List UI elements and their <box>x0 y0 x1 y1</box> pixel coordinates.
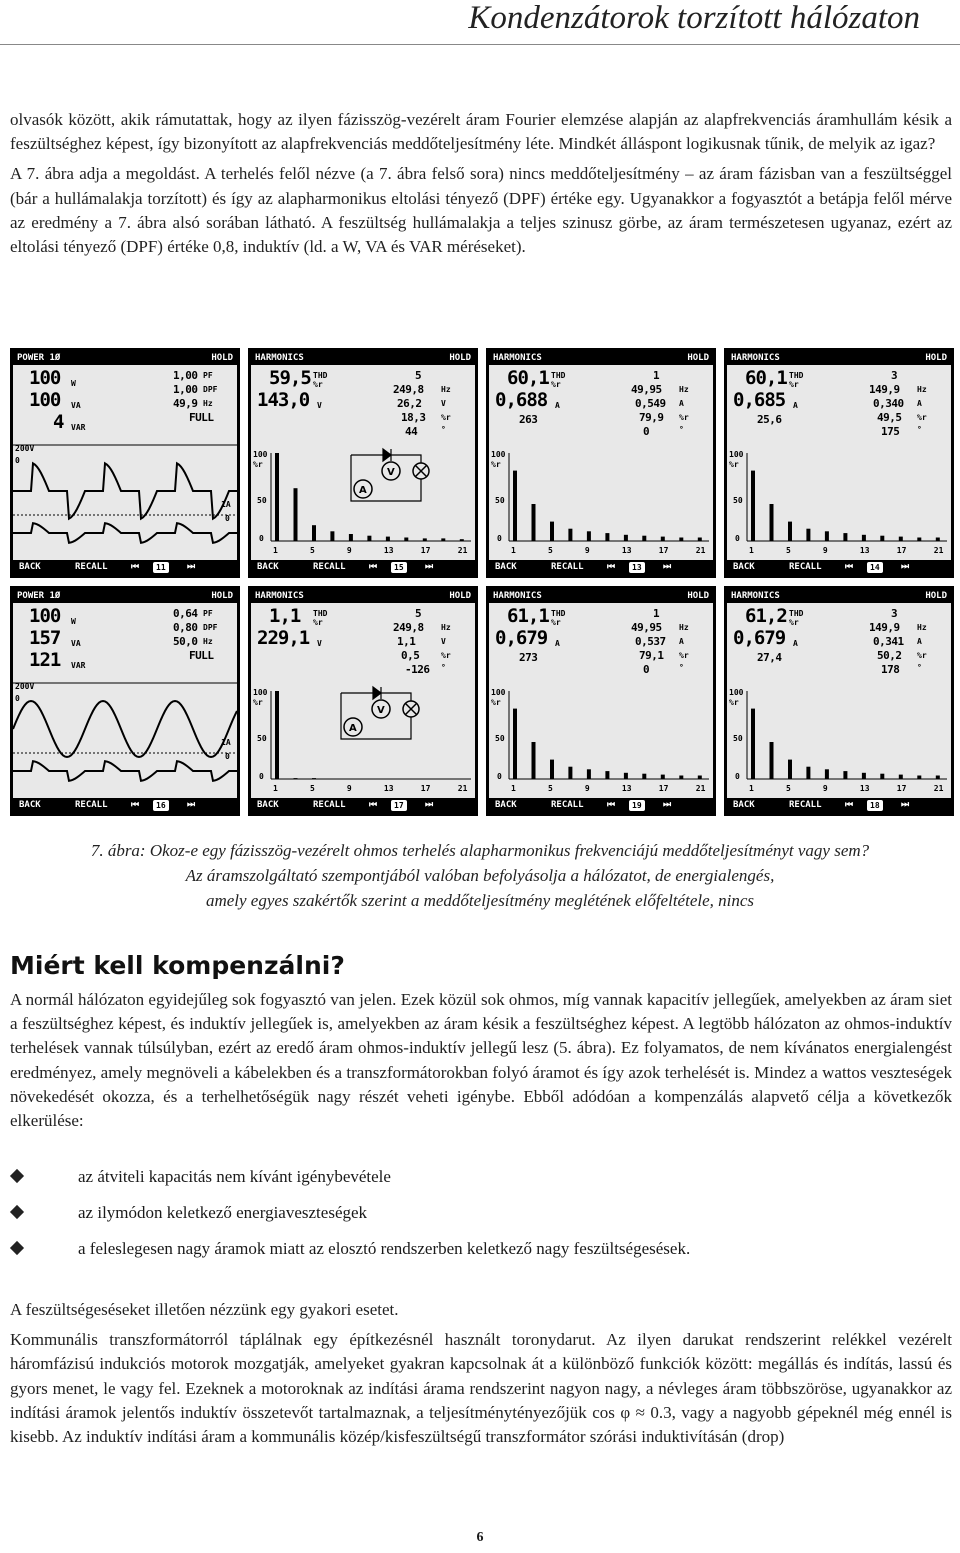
meter-screens-figure <box>10 348 955 818</box>
hold-indicator: HOLD <box>211 591 233 601</box>
y-tick-0: 0 <box>497 534 502 543</box>
harmonic-bar <box>698 538 702 542</box>
x-tick-label: 5 <box>548 784 553 793</box>
harmonic-bar <box>330 531 334 541</box>
recall-softkey[interactable]: RECALL <box>75 562 108 572</box>
harmonic-bar <box>423 538 427 541</box>
reading-rms: 0,679 <box>733 627 786 649</box>
screen-top-bar: HARMONICS HOLD <box>727 589 951 603</box>
screen-number: 18 <box>867 800 883 811</box>
reading-rms: 0,679 <box>495 627 548 649</box>
zero-label: 0 <box>15 694 20 703</box>
x-tick-label: 17 <box>420 784 431 793</box>
x-tick-label: 21 <box>933 546 944 555</box>
harmonic-bar <box>788 760 792 779</box>
recall-softkey[interactable]: RECALL <box>313 562 346 572</box>
harmonic-bar <box>587 531 591 541</box>
caption-line-2: Az áramszolgáltató szempontjából valóban befolyásolja a hálózatot, de energialengés, <box>185 866 775 885</box>
x-tick-label: 21 <box>933 784 944 793</box>
y-tick-100: 100 <box>729 450 744 459</box>
current-waveform <box>13 761 237 781</box>
harmonic-bar <box>568 767 572 779</box>
harmonic-bar <box>880 536 884 541</box>
screen-bottom-bar <box>13 560 237 575</box>
screen-bottom-bar <box>13 798 237 813</box>
scale-top-label: 200V <box>15 682 35 691</box>
x-tick-label: 9 <box>584 546 590 555</box>
bullet-list <box>10 1167 950 1275</box>
x-tick-label: 13 <box>383 546 394 555</box>
reading-thd: 61,2 <box>745 605 787 627</box>
recall-softkey[interactable]: RECALL <box>551 800 584 810</box>
x-tick-label: 9 <box>346 546 352 555</box>
screen-top-bar: HARMONICS HOLD <box>251 589 475 603</box>
screen-readings: 61,2 THD %r 0,679 A 27,4 3 149,9 Hz 0,341 A 50,2 %r 178 ° <box>733 605 927 676</box>
harmonic-bar <box>294 488 298 541</box>
screen-bottom-bar <box>727 560 951 575</box>
x-tick-label: 21 <box>457 784 468 793</box>
meter-screen <box>486 586 716 816</box>
intro-text <box>10 108 952 259</box>
harmonic-bar <box>605 533 609 541</box>
bullet-item: az ilymódon keletkező energiaveszteségek <box>10 1203 950 1239</box>
intro-paragraph-1: olvasók között, akik rámutattak, hogy az ilyen fázisszög-vezérelt áram Fourier elemzése alapján az alapfrekvenciás áramhullám késik a feszültséghez képest, így bizonyított az alapfrekvenciás meddőteljesítmény léte. Mindkét álláspont logikusnak tűnik, de melyik az igaz? <box>10 110 952 154</box>
reading-thd: 61,1 <box>507 605 549 627</box>
screen-number: 14 <box>867 562 883 573</box>
screen-readings: 100 W 157 VA 121 VAR 0,64 PF 0,80 DPF 50,0 Hz FULL <box>29 605 218 671</box>
recall-softkey[interactable]: RECALL <box>789 562 822 572</box>
reading-watts: 100 <box>29 367 61 389</box>
screen-number: 15 <box>391 562 407 573</box>
screen-number: 13 <box>629 562 645 573</box>
x-tick-label: 1 <box>273 784 278 793</box>
x-tick-label: 13 <box>859 784 870 793</box>
y-unit-label: %r <box>491 460 501 469</box>
bullet-item: a feleslegesen nagy áramok miatt az elosztó rendszerben keletkező nagy feszültségesések. <box>10 1239 950 1275</box>
section-text-2 <box>10 1298 952 1449</box>
first-page-icon[interactable]: ⏮ <box>845 800 854 810</box>
reading-rms: 0,688 <box>495 389 548 411</box>
x-tick-label: 13 <box>621 784 632 793</box>
x-tick-label: 17 <box>896 546 907 555</box>
harmonic-bar <box>367 536 371 541</box>
scale-top-label: 200V <box>15 444 35 453</box>
section-paragraph-3: Kommunális transzformátorról táplálnak egy építkezésnél használt toronydarut. Az ilyen darukat rendszerint relékkel vezérelt háromfázisú indukciós motorok mozgatják, amelyeket gyakran kapcsolnak át a különböző funkciók között: megállás és indítás, lassú és gyors menet, le vagy fel. Ezeknek a motoroknak az indítási árama rendszerint nagyon nagy, a névleges áram többszöröse, ugyanakkor az indítási áramok jelentős induktív összetevőt tartalmaznak, a teljesítménytényezőjük cos φ ≈ 0.3, vagy a nagyobb gépeknél még ennél is kisebb. Az induktív indítási áram a kommunális közép/kisfeszültségű transzformátor szórási induktivításán (drop) <box>10 1330 952 1447</box>
last-page-icon[interactable]: ⏭ <box>187 562 196 572</box>
y-tick-50: 50 <box>495 734 505 743</box>
screen-bottom-bar <box>251 560 475 575</box>
y-tick-100: 100 <box>729 688 744 697</box>
harmonic-bar <box>899 537 903 541</box>
harmonic-bar <box>825 769 829 779</box>
ammeter-label: A <box>349 723 357 734</box>
harmonic-bar <box>532 504 536 541</box>
y-tick-0: 0 <box>259 534 264 543</box>
y-tick-0: 0 <box>735 534 740 543</box>
x-tick-label: 21 <box>695 784 706 793</box>
x-tick-label: 17 <box>896 784 907 793</box>
zero-label-2: 0 <box>225 752 230 761</box>
screen-bottom-bar <box>727 798 951 813</box>
harmonic-bar <box>513 471 517 541</box>
meter-screen <box>248 586 478 816</box>
harmonic-bar <box>312 525 316 541</box>
lamp-cross <box>405 703 417 715</box>
y-tick-100: 100 <box>253 450 268 459</box>
harmonic-bar <box>513 709 517 779</box>
reading-var: 121 <box>29 649 61 671</box>
screen-readings: 60,1 THD %r 0,685 A 25,6 3 149,9 Hz 0,340 A 49,5 %r 175 ° <box>733 367 927 438</box>
meter-screen <box>10 348 240 578</box>
section-paragraph-2: A feszültségeséseket illetően nézzünk egy gyakori esetet. <box>10 1300 399 1319</box>
harmonic-bar <box>349 534 353 541</box>
screen-bottom-bar <box>251 798 475 813</box>
harmonic-bar <box>917 776 921 780</box>
y-tick-50: 50 <box>495 496 505 505</box>
x-tick-label: 21 <box>695 546 706 555</box>
hold-indicator: HOLD <box>211 353 233 363</box>
hold-indicator: HOLD <box>449 591 471 601</box>
section-heading: Miért kell kompenzálni? <box>10 951 345 980</box>
zero-label-2: 0 <box>225 514 230 523</box>
screen-top-bar: HARMONICS HOLD <box>489 351 713 365</box>
thyristor-icon <box>383 449 391 461</box>
screen-graph <box>251 441 475 559</box>
harmonic-bar <box>936 538 940 542</box>
figure-caption <box>0 838 960 913</box>
first-page-icon[interactable]: ⏮ <box>607 562 616 572</box>
hold-indicator: HOLD <box>449 353 471 363</box>
screen-top-bar: HARMONICS HOLD <box>489 589 713 603</box>
y-tick-50: 50 <box>733 496 743 505</box>
harmonic-bar <box>587 769 591 779</box>
reading-thd: 59,5 <box>269 367 311 389</box>
y-tick-50: 50 <box>257 734 267 743</box>
screen-number: 11 <box>153 562 169 573</box>
harmonic-bar <box>788 522 792 541</box>
screen-top-bar: HARMONICS HOLD <box>727 351 951 365</box>
reading-thd: 1,1 <box>269 605 301 627</box>
harmonic-bar <box>679 538 683 542</box>
last-page-icon[interactable]: ⏭ <box>663 562 672 572</box>
x-tick-label: 9 <box>822 546 828 555</box>
screen-number: 17 <box>391 800 407 811</box>
back-softkey[interactable]: BACK <box>19 800 41 810</box>
y-tick-100: 100 <box>253 688 268 697</box>
screen-readings: 60,1 THD %r 0,688 A 263 1 49,95 Hz 0,549 A 79,9 %r 0 ° <box>495 367 689 438</box>
voltage-waveform <box>13 701 237 757</box>
screen-graph <box>13 441 237 559</box>
y-tick-0: 0 <box>259 772 264 781</box>
y-tick-50: 50 <box>257 496 267 505</box>
bullet-diamond-icon <box>10 1169 24 1183</box>
reading-rms: 143,0 <box>257 389 310 411</box>
bullet-item: az átviteli kapacitás nem kívánt igénybevétele <box>10 1167 950 1203</box>
harmonic-bar <box>624 535 628 541</box>
x-tick-label: 5 <box>310 546 315 555</box>
harmonic-bar <box>312 778 316 779</box>
y-unit-label: %r <box>253 460 263 469</box>
voltage-waveform <box>13 463 237 518</box>
harmonic-bar <box>404 538 408 542</box>
recall-softkey[interactable]: RECALL <box>789 800 822 810</box>
harmonic-bar <box>642 774 646 779</box>
reading-thd: 60,1 <box>745 367 787 389</box>
reading-watts: 100 <box>29 605 61 627</box>
hold-indicator: HOLD <box>687 591 709 601</box>
screen-number: 16 <box>153 800 169 811</box>
last-page-icon[interactable]: ⏭ <box>663 800 672 810</box>
x-tick-label: 1 <box>511 784 516 793</box>
harmonic-bar <box>679 776 683 780</box>
screen-readings: 1,1 THD %r 229,1 V 5 249,8 Hz 1,1 V 0,5 %r -126 ° <box>257 605 451 676</box>
last-page-icon[interactable]: ⏭ <box>425 800 434 810</box>
x-tick-label: 5 <box>786 784 791 793</box>
scale-mid-label: 1A <box>221 500 231 509</box>
screen-readings: 100 W 100 VA 4 VAR 1,00 PF 1,00 DPF 49,9 Hz FULL <box>29 367 218 433</box>
y-unit-label: %r <box>491 698 501 707</box>
last-page-icon[interactable]: ⏭ <box>187 800 196 810</box>
header-rule <box>0 44 960 45</box>
meter-screen <box>724 348 954 578</box>
y-unit-label: %r <box>729 460 739 469</box>
reading-va: 157 <box>29 627 61 649</box>
x-tick-label: 1 <box>749 546 754 555</box>
x-tick-label: 5 <box>548 546 553 555</box>
screen-graph <box>489 441 713 559</box>
harmonic-bar <box>936 776 940 780</box>
screen-top-bar: HARMONICS HOLD <box>251 351 475 365</box>
harmonic-bar <box>294 778 298 779</box>
bullet-diamond-icon <box>10 1205 24 1219</box>
lamp-cross <box>415 465 427 477</box>
back-softkey[interactable]: BACK <box>495 562 517 572</box>
harmonic-bar <box>275 453 279 541</box>
section-text-1 <box>10 988 952 1133</box>
x-tick-label: 5 <box>786 546 791 555</box>
reading-rms: 229,1 <box>257 627 310 649</box>
recall-softkey[interactable]: RECALL <box>551 562 584 572</box>
harmonic-bar <box>386 537 390 541</box>
reading-var: 4 <box>53 411 64 433</box>
x-tick-label: 17 <box>420 546 431 555</box>
harmonic-bar <box>843 771 847 779</box>
first-page-icon[interactable]: ⏮ <box>131 562 140 572</box>
x-tick-label: 1 <box>511 546 516 555</box>
first-page-icon[interactable]: ⏮ <box>845 562 854 572</box>
x-tick-label: 13 <box>383 784 394 793</box>
page-header <box>0 0 960 72</box>
screen-bottom-bar <box>489 798 713 813</box>
last-page-icon[interactable]: ⏭ <box>425 562 434 572</box>
screen-bottom-bar <box>489 560 713 575</box>
intro-paragraph-2: A 7. ábra adja a megoldást. A terhelés felől nézve (a 7. ábra felső sora) nincs meddőteljesítmény – az áram fázisban van a feszültséggel (bár a hullámalakja torzított) és így az alapharmonikus eltolási tényező (DPF) értéke egy. Ugyanakkor a fogyasztót a betápja felől mérve az eredmény a 7. ábra alsó sorában látható. A feszültség hullámalakja a teljes szinusz görbe, az áram természetesen ugyanaz, ezért az eltolási tényező (DPF) értéke 0,8, induktív (ld. a W, VA és VAR méréseket). <box>10 164 952 257</box>
screen-graph <box>251 679 475 797</box>
ammeter-label: A <box>359 485 367 496</box>
section-paragraph-1: A normál hálózaton egyidejűleg sok fogyasztó van jelen. Ezek közül sok ohmos, míg vannak kapacitív jellegűek, amelyekben az áram siet a feszültséghez képest, és induktív jellegűek is, amelyekben az áram késik a feszültséghez képest. A legtöbb hálózaton az ohmos-induktív terhelések vannak túlsúlyban, ezért az eredő áram ohmos-induktív jellegű lesz (5. ábra). Ez folyamatos, de nem kívánatos energialengést eredményez, amely megnöveli a kábelekben és a transzformátorokban folyó áramot és így azok terhelését is. Mindez a wattos veszteségek növekedését okozza, és a terhelhetőségük nagy részét veheti igénybe. Ebből adódóan a kompenzálás alapvető célja a következők elkerülése: <box>10 990 952 1131</box>
harmonic-bar <box>460 539 464 541</box>
x-tick-label: 5 <box>310 784 315 793</box>
voltmeter-label: V <box>387 467 395 478</box>
current-waveform <box>13 523 237 543</box>
x-tick-label: 13 <box>621 546 632 555</box>
x-tick-label: 9 <box>346 784 352 793</box>
meter-screen <box>486 348 716 578</box>
back-softkey[interactable]: BACK <box>733 800 755 810</box>
harmonic-bar <box>532 742 536 779</box>
zero-label: 0 <box>15 456 20 465</box>
back-softkey[interactable]: BACK <box>19 562 41 572</box>
reading-va: 100 <box>29 389 61 411</box>
meter-screen <box>724 586 954 816</box>
harmonic-bar <box>806 529 810 541</box>
hold-indicator: HOLD <box>925 591 947 601</box>
first-page-icon[interactable]: ⏮ <box>607 800 616 810</box>
reading-thd: 60,1 <box>507 367 549 389</box>
screen-graph <box>489 679 713 797</box>
x-tick-label: 17 <box>658 546 669 555</box>
thyristor-icon <box>373 687 381 699</box>
meter-screen <box>10 586 240 816</box>
harmonic-bar <box>642 536 646 541</box>
back-softkey[interactable]: BACK <box>257 800 279 810</box>
screen-top-bar: POWER 1Ø HOLD <box>13 589 237 603</box>
harmonic-bar <box>751 709 755 779</box>
y-tick-0: 0 <box>497 772 502 781</box>
hold-indicator: HOLD <box>925 353 947 363</box>
harmonic-bar <box>770 504 774 541</box>
y-tick-100: 100 <box>491 450 506 459</box>
reading-rms: 0,685 <box>733 389 786 411</box>
y-unit-label: %r <box>729 698 739 707</box>
harmonic-bar <box>441 538 445 541</box>
x-tick-label: 17 <box>658 784 669 793</box>
harmonic-bar <box>568 529 572 541</box>
last-page-icon[interactable]: ⏭ <box>901 800 910 810</box>
page-number: 6 <box>476 1530 484 1545</box>
back-softkey[interactable]: BACK <box>495 800 517 810</box>
first-page-icon[interactable]: ⏮ <box>369 800 378 810</box>
x-tick-label: 9 <box>584 784 590 793</box>
harmonic-bar <box>843 533 847 541</box>
screen-top-bar: POWER 1Ø HOLD <box>13 351 237 365</box>
harmonic-bar <box>825 531 829 541</box>
y-tick-0: 0 <box>735 772 740 781</box>
harmonic-bar <box>698 776 702 780</box>
x-tick-label: 13 <box>859 546 870 555</box>
harmonic-bar <box>917 538 921 542</box>
harmonic-bar <box>899 775 903 779</box>
screen-graph <box>13 679 237 797</box>
harmonic-bar <box>605 771 609 779</box>
harmonic-bar <box>624 773 628 779</box>
back-softkey[interactable]: BACK <box>257 562 279 572</box>
caption-line-3: amely egyes szakértők szerint a meddőteljesítmény meglétének előfeltétele, nincs <box>205 891 755 910</box>
harmonic-bar <box>751 471 755 541</box>
back-softkey[interactable]: BACK <box>733 562 755 572</box>
hold-indicator: HOLD <box>687 353 709 363</box>
x-tick-label: 9 <box>822 784 828 793</box>
screen-number: 19 <box>629 800 645 811</box>
harmonic-bar <box>862 535 866 541</box>
harmonic-bar <box>550 522 554 541</box>
harmonic-bar <box>770 742 774 779</box>
y-tick-50: 50 <box>733 734 743 743</box>
harmonic-bar <box>880 774 884 779</box>
harmonic-bar <box>862 773 866 779</box>
voltmeter-label: V <box>377 705 385 716</box>
harmonic-bar <box>661 775 665 779</box>
harmonic-bar <box>275 691 279 779</box>
bullet-diamond-icon <box>10 1241 24 1255</box>
y-unit-label: %r <box>253 698 263 707</box>
last-page-icon[interactable]: ⏭ <box>901 562 910 572</box>
scale-mid-label: 1A <box>221 738 231 747</box>
recall-softkey[interactable]: RECALL <box>75 800 108 810</box>
screen-readings: 59,5 THD %r 143,0 V 5 249,8 Hz 26,2 V 18,3 %r 44 ° <box>257 367 451 438</box>
recall-softkey[interactable]: RECALL <box>313 800 346 810</box>
harmonic-bar <box>806 767 810 779</box>
harmonic-bar <box>550 760 554 779</box>
x-tick-label: 1 <box>273 546 278 555</box>
harmonic-bar <box>661 537 665 541</box>
y-tick-100: 100 <box>491 688 506 697</box>
first-page-icon[interactable]: ⏮ <box>369 562 378 572</box>
screen-graph <box>727 441 951 559</box>
meter-screen <box>248 348 478 578</box>
caption-line-1: 7. ábra: Okoz-e egy fázisszög-vezérelt ohmos terhelés alapharmonikus frekvenciájú meddőteljesítményt vagy sem? <box>90 841 870 860</box>
first-page-icon[interactable]: ⏮ <box>131 800 140 810</box>
header-title: Kondenzátorok torzított hálózaton <box>468 0 920 36</box>
x-tick-label: 21 <box>457 546 468 555</box>
x-tick-label: 1 <box>749 784 754 793</box>
screen-readings: 61,1 THD %r 0,679 A 273 1 49,95 Hz 0,537 A 79,1 %r 0 ° <box>495 605 689 676</box>
screen-graph <box>727 679 951 797</box>
